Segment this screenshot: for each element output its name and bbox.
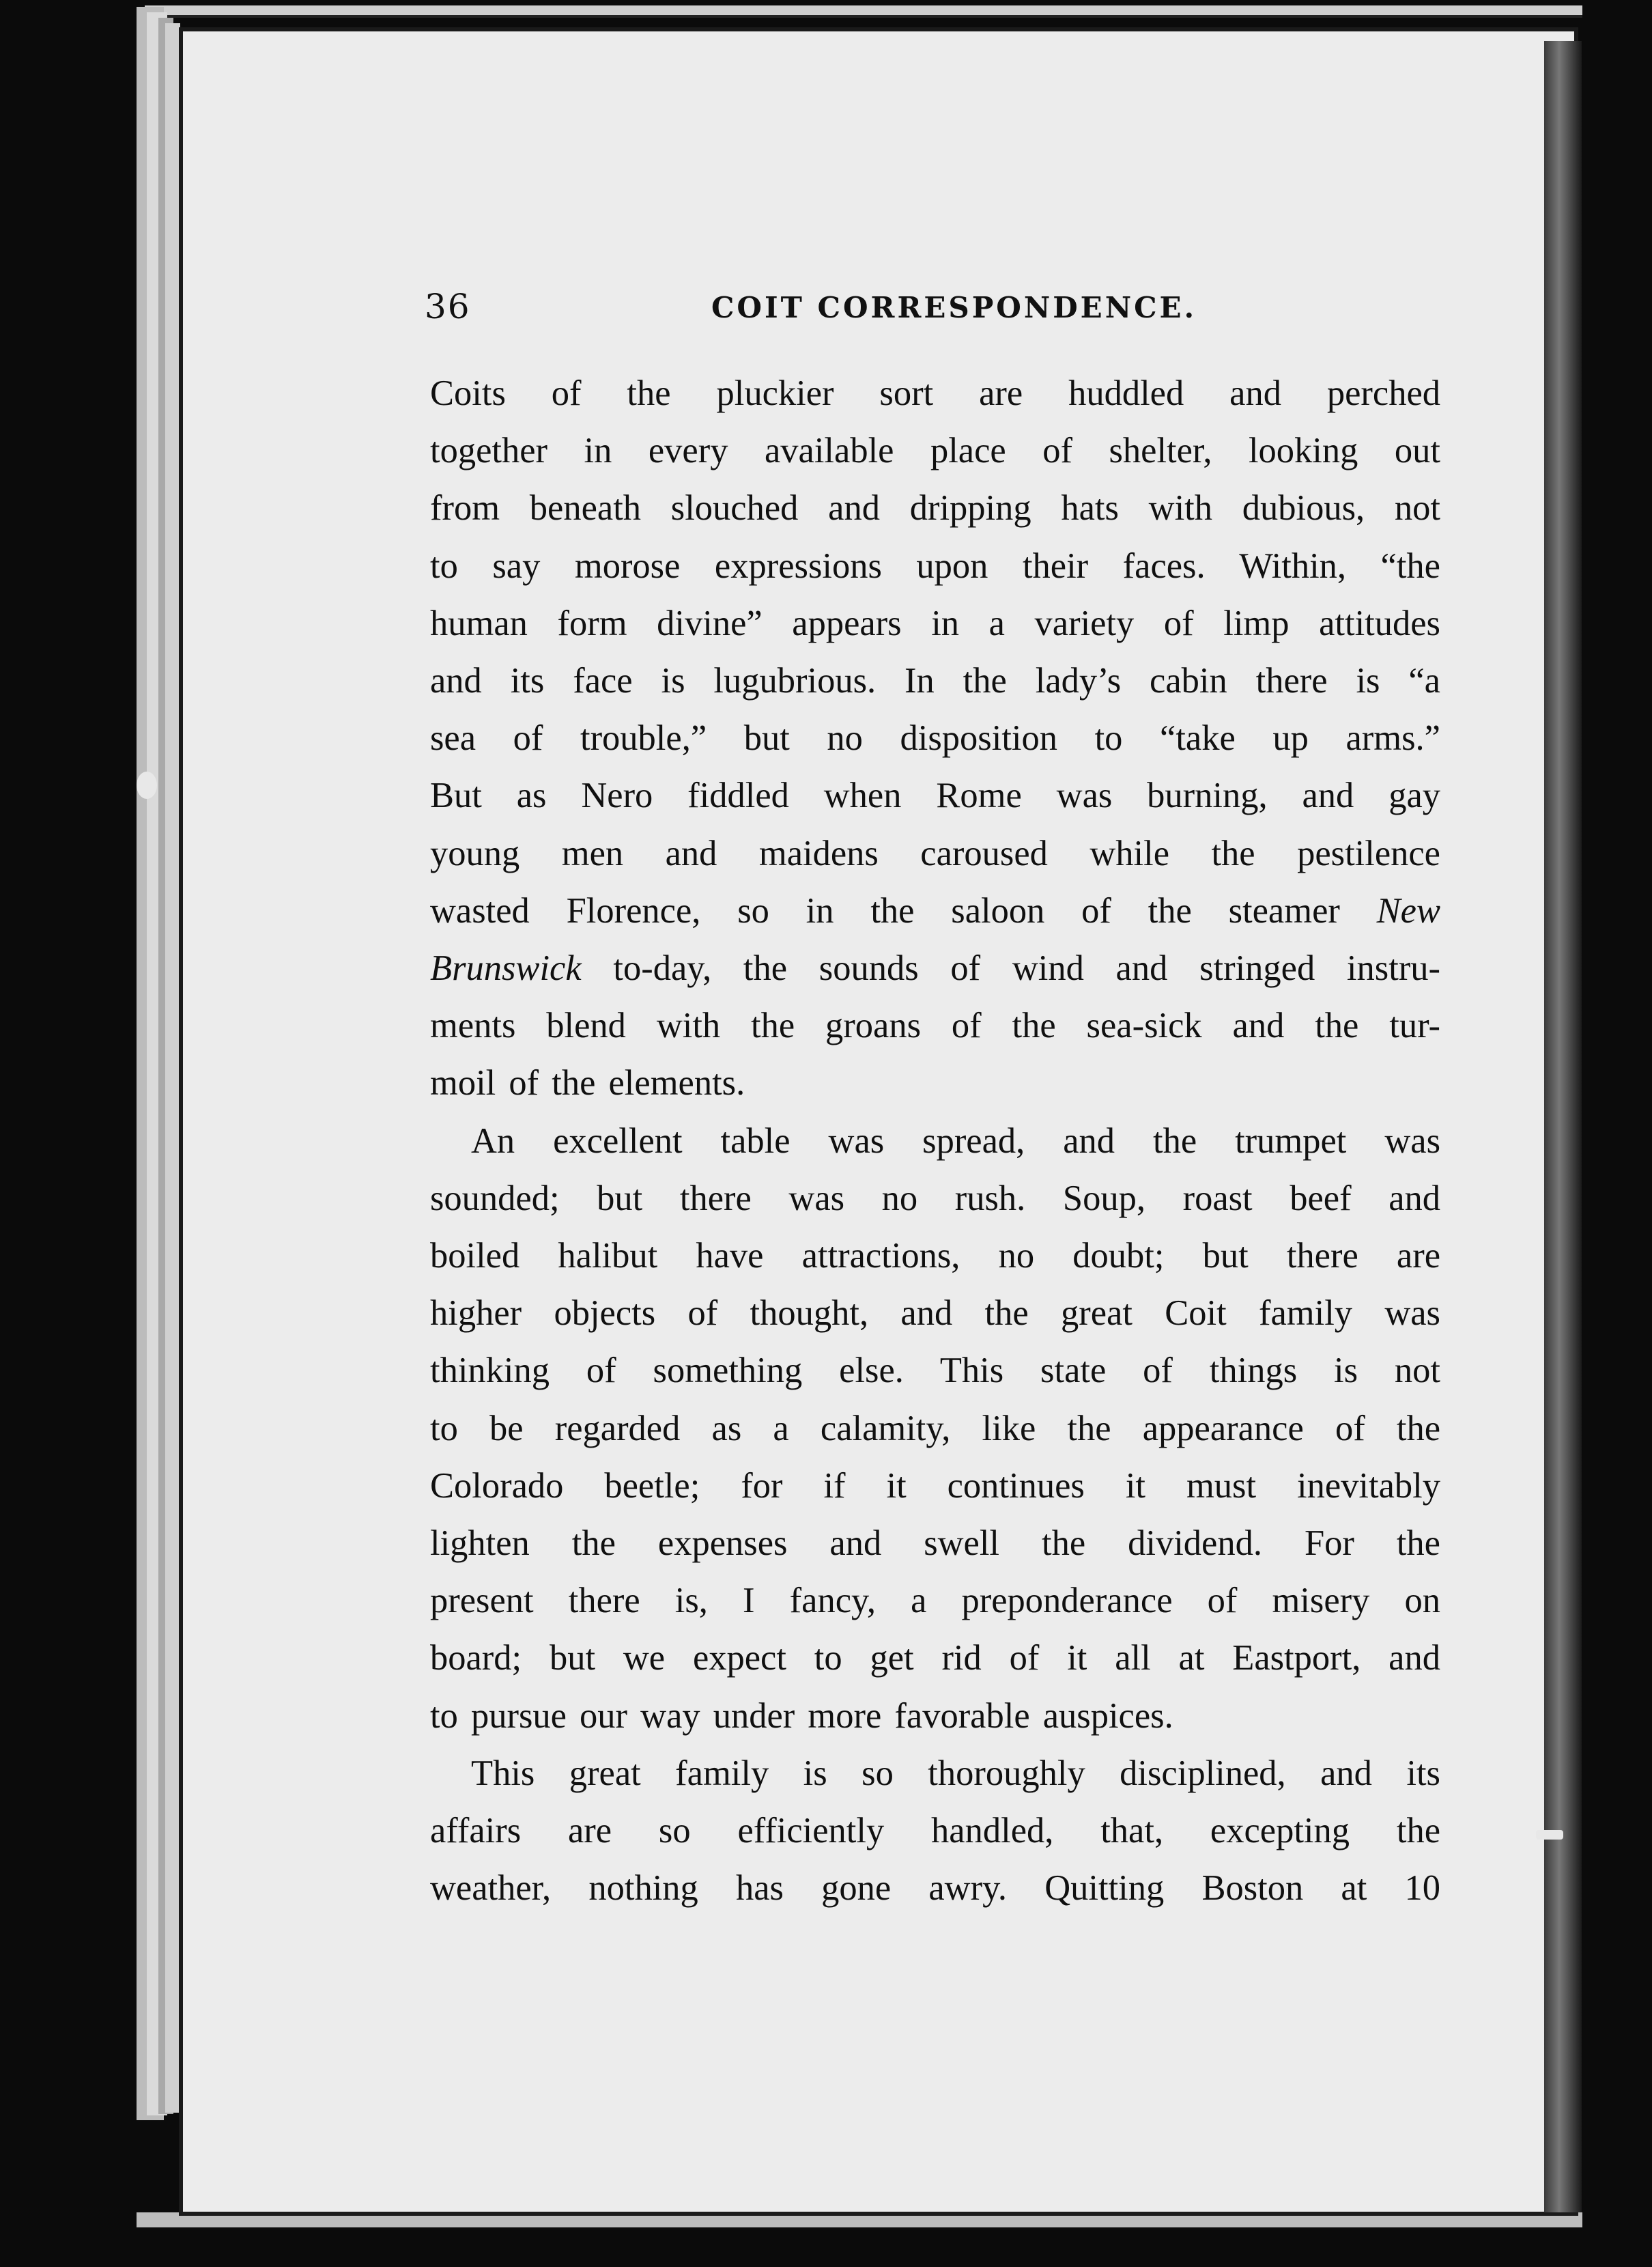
paragraph-3 [430,1745,1440,1917]
text-line: present there is, I fancy, a preponderance of misery on [430,1581,1440,1621]
text-line: An excellent table was spread, and the trumpet was [471,1121,1440,1161]
text-line: weather, nothing has gone awry. Quitting Boston at 10 [430,1868,1440,1909]
running-head: COIT CORRESPONDENCE. [711,291,1197,324]
text-line: young men and maidens caroused while the pestilence [430,833,1440,873]
body-text [430,365,1440,1917]
text-segment: wasted Florence, so in the saloon of the steamer [430,890,1377,931]
text-line: together in every available place of shelter, looking out [430,431,1440,471]
text-line: affairs are so efficiently handled, that, excepting the [430,1811,1440,1851]
text-line-with-italic [430,940,1440,997]
text-segment: to-day, the sounds of wind and stringed instru- [613,948,1440,989]
text-line: sea of trouble,” but no disposition to “take up arms.” [430,718,1440,759]
text-line: to pursue our way under more favorable auspices. [430,1695,1173,1736]
text-line: moil of the elements. [430,1063,745,1103]
paragraph-1 [430,365,1440,1112]
text-line: lighten the expenses and swell the dividend. For the [430,1523,1440,1564]
background-right [1582,0,1652,2267]
text-line: board; but we expect to get rid of it all at Eastport, and [430,1638,1440,1678]
page-number: 36 [425,287,471,326]
ship-name-italic: Brunswick [430,948,582,989]
speck [1536,1830,1563,1840]
text-line: boiled halibut have attractions, no doubt; but there are [430,1236,1440,1276]
page-edge-layer [165,23,180,2113]
text-line: and its face is lugubrious. In the lady’s cabin there is “a [430,661,1440,701]
book-top-edge [145,5,1585,18]
text-line: human form divine” appears in a variety of limp attitudes [430,603,1440,643]
paragraph-2 [430,1112,1440,1745]
text-line: ments blend with the groans of the sea-sick and the tur- [430,1006,1440,1046]
text-line: This great family is so thoroughly disciplined, and its [471,1753,1440,1793]
text-line: Coits of the pluckier sort are huddled and perched [430,374,1440,413]
text-line: Colorado beetle; for if it continues it must inevitably [430,1465,1440,1506]
ship-name-italic: New [1376,890,1440,931]
page-gutter-shadow [1544,41,1582,2212]
text-line: sounded; but there was no rush. Soup, roast beef and [430,1178,1440,1218]
text-line: But as Nero fiddled when Rome was burning, and gay [430,776,1440,816]
text-line: to be regarded as a calamity, like the appearance of the [430,1408,1440,1448]
speck [137,772,157,799]
page-header [425,287,1435,341]
text-line: higher objects of thought, and the great Coit family was [430,1293,1440,1334]
text-line: from beneath slouched and dripping hats with dubious, not [430,488,1440,529]
text-line: thinking of something else. This state of things is not [430,1351,1440,1391]
text-line-with-italic [430,882,1440,940]
text-line: to say morose expressions upon their faces. Within, “the [430,546,1440,586]
